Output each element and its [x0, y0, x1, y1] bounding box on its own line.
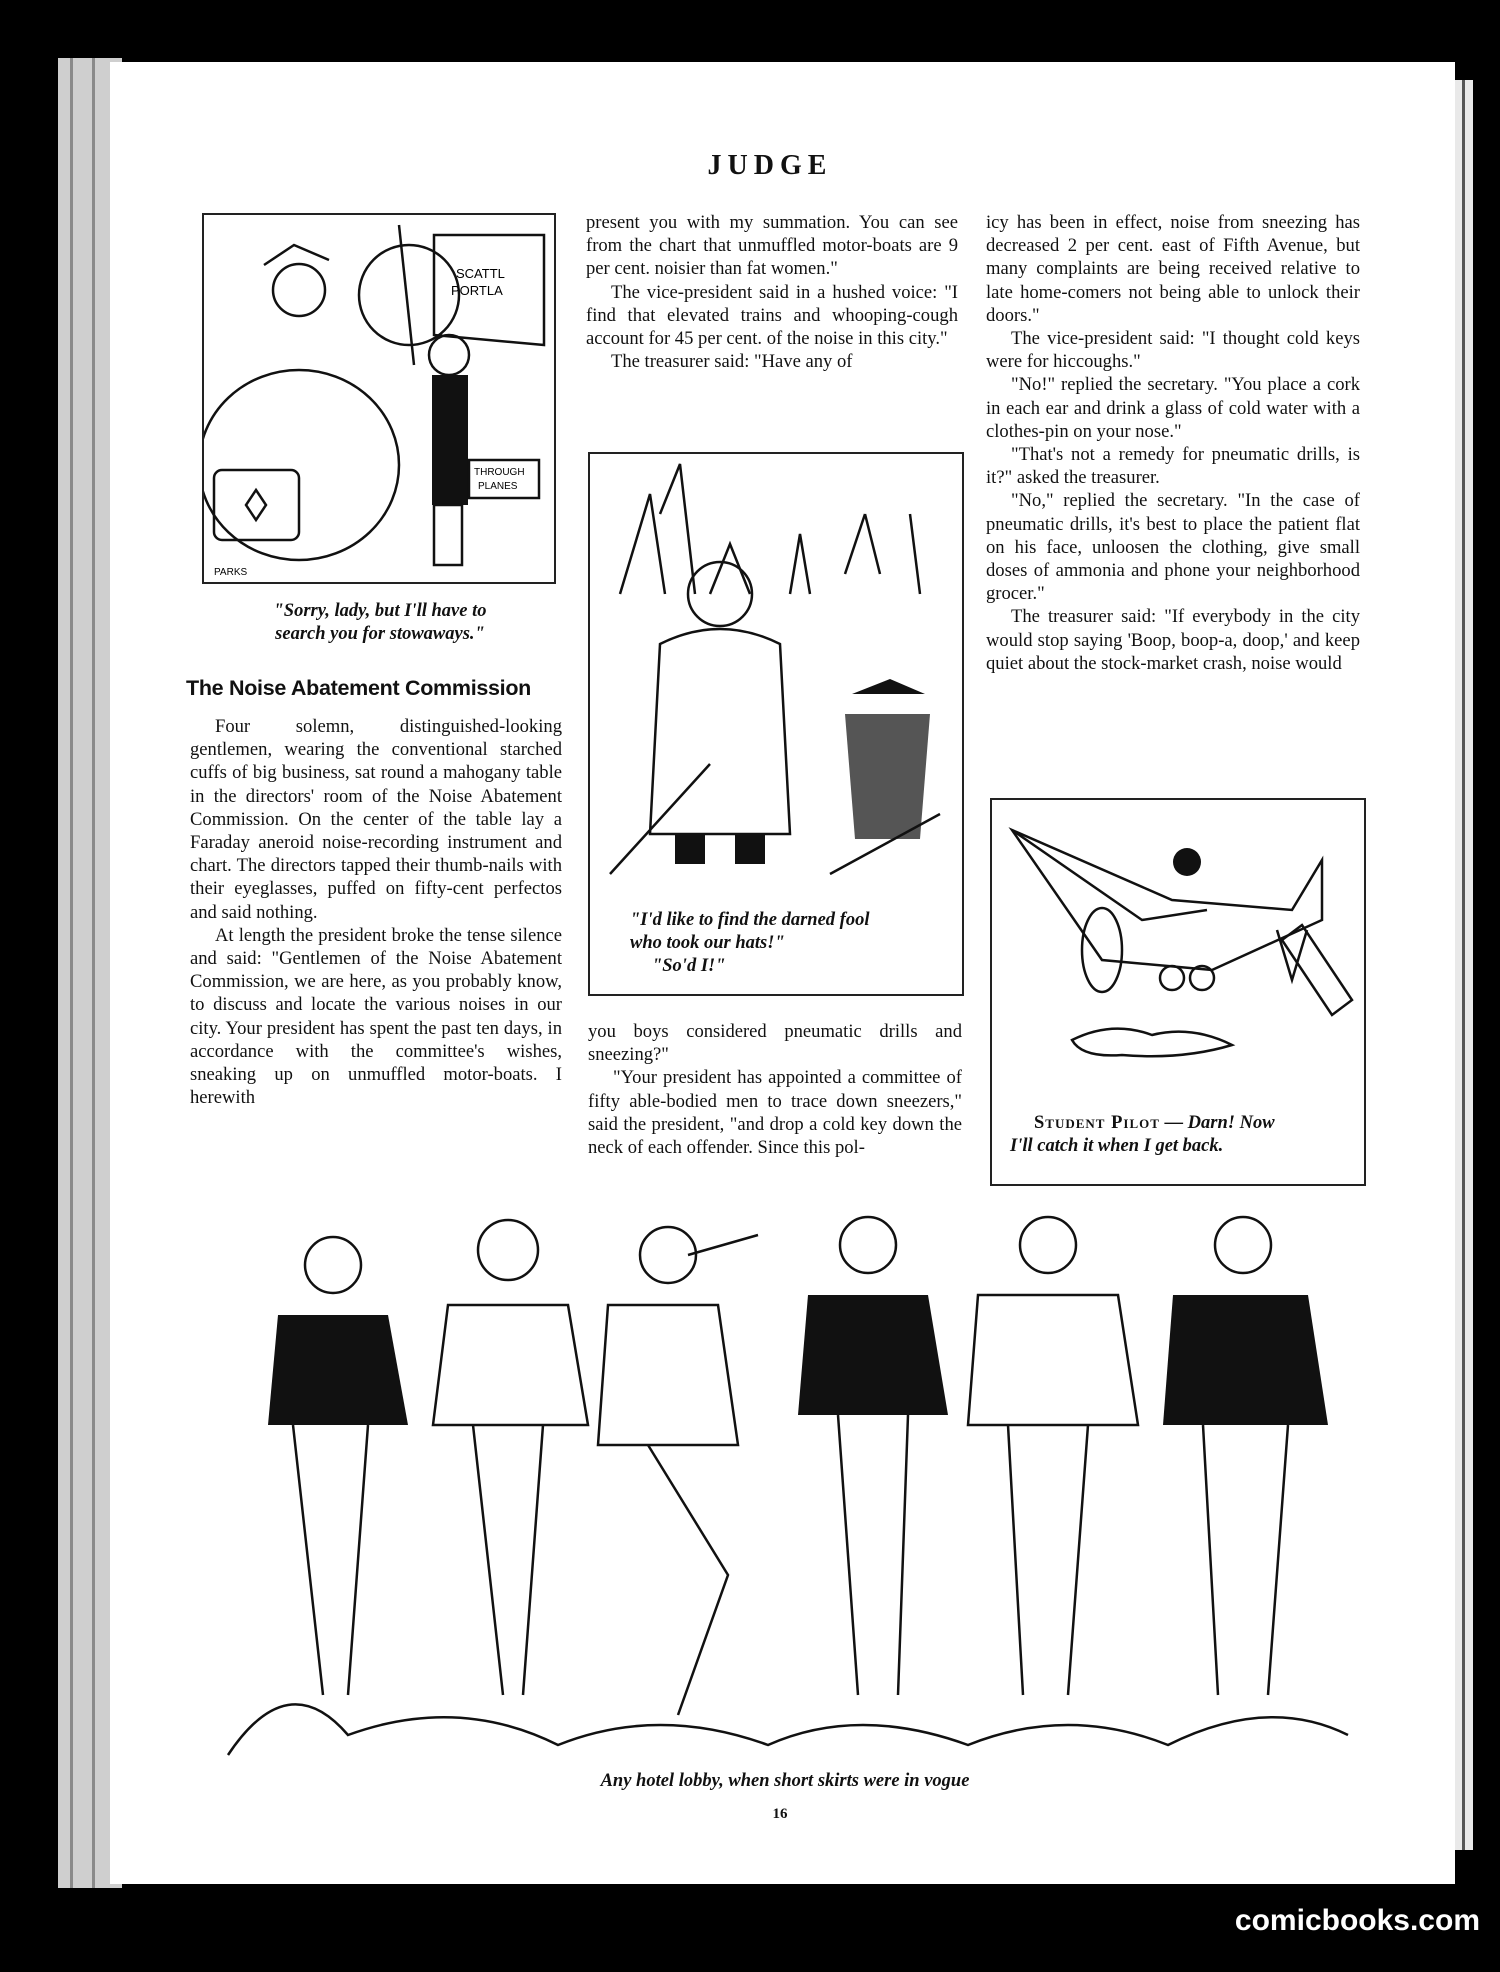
airplane-propeller	[1082, 908, 1122, 992]
lady-head	[273, 264, 325, 316]
next-page-edge-line	[1462, 80, 1465, 1850]
seated-woman-6	[1163, 1217, 1328, 1695]
big-man-leg	[675, 834, 705, 864]
officer-head	[429, 335, 469, 375]
caption-line: search you for stowaways."	[275, 624, 485, 644]
paragraph: At length the president broke the tense silence and said: "Gentlemen of the Noise Abatement Commission, we are here, as you probably know, to discuss and locate the various noises in our city. Your president has spent the past ten days, in accordance with the committee's wishes, sneaking up on unmuffled motor-boats. I herewith	[190, 924, 562, 1109]
artist-signature: PARKS	[214, 567, 248, 578]
small-man-coat	[845, 714, 930, 839]
suitcase-emblem	[246, 490, 266, 520]
seated-woman-5	[968, 1217, 1138, 1695]
caption-line: I'll catch it when I get back.	[1010, 1136, 1224, 1156]
paragraph: "That's not a remedy for pneumatic drills, is it?" asked the treasurer.	[986, 444, 1360, 489]
paragraph: icy has been in effect, noise from sneezing has decreased 2 per cent. east of Fifth Avenue, but many complaints are being received relative to late home-comers not being able to unlock their doors."	[986, 212, 1360, 326]
sign-through: THROUGH	[474, 467, 525, 478]
paragraph: The vice-president said: "I thought cold keys were for hiccoughs."	[986, 328, 1360, 373]
article-column-2-bottom	[588, 1020, 962, 1159]
spine-line	[92, 58, 95, 1888]
article-column-2-top	[586, 211, 958, 373]
seated-woman-2	[433, 1220, 588, 1695]
caption-text: Darn! Now	[1187, 1113, 1275, 1133]
paragraph: The treasurer said: "If everybody in the city would stop saying 'Boop, boop-a, doop,' and keep quiet about the stock-market crash, noise would	[986, 606, 1360, 674]
paragraph: present you with my summation. You can see from the chart that unmuffled motor-boats are 9 per cent. noisier than fat women."	[586, 212, 958, 280]
cloud-icon	[1072, 1029, 1232, 1057]
caption-line: who took our hats!"	[630, 933, 785, 953]
hotel-lobby-illustration	[208, 1215, 1363, 1765]
paragraph: The vice-president said in a hushed voice: "I find that elevated trains and whooping-cough account for 45 per cent. of the noise in this city."	[586, 281, 958, 350]
stowaway-cartoon	[202, 213, 556, 584]
student-pilot-cartoon	[990, 798, 1366, 1186]
city-skyline	[620, 464, 810, 594]
running-head: JUDGE	[707, 150, 833, 181]
big-man-leg	[735, 834, 765, 864]
paragraph: "No," replied the secretary. "In the case of pneumatic drills, it's best to place the patient flat on his face, unloosen the clothing, give small doses of ammonia and phone your neighborhood grocer."	[986, 490, 1360, 605]
paragraph: you boys considered pneumatic drills and sneezing?"	[588, 1021, 962, 1066]
paragraph: "Your president has appointed a committee of fifty able-bodied men to trace down sneezers," said the president, "and drop a cold key down the neck of each offender. Since this pol-	[588, 1067, 962, 1159]
couch-cushions	[228, 1704, 1348, 1755]
spine-line	[70, 58, 73, 1888]
big-man-coat	[650, 629, 790, 834]
airplane-body	[1012, 830, 1322, 970]
seated-woman-1	[268, 1237, 408, 1695]
caption-line: "Sorry, lady, but I'll have to	[273, 601, 487, 621]
small-man-hat	[852, 679, 925, 694]
watermark: comicbooks.com	[1234, 1904, 1480, 1937]
lady-hat	[264, 245, 329, 265]
paragraph: "No!" replied the secretary. "You place a cork in each ear and drink a glass of cold water with a clothes-pin on your nose."	[986, 374, 1360, 442]
caption-line: "I'd like to find the darned fool	[630, 910, 870, 930]
through-planes-sign	[469, 460, 539, 498]
hats-cartoon	[588, 452, 964, 996]
city-skyline	[845, 514, 920, 594]
officer-uniform	[432, 375, 468, 505]
hats-caption	[630, 909, 960, 978]
article-column-1	[190, 715, 562, 1109]
landing-wheel	[1160, 966, 1184, 990]
sign-portland: PORTLA	[451, 283, 503, 298]
broken-wing-piece	[1282, 925, 1352, 1015]
stowaway-caption	[200, 600, 560, 646]
sign-scattle: SCATTL	[456, 266, 505, 281]
paragraph: The treasurer said: "Have any of	[611, 351, 853, 373]
pilot-caption	[1010, 1112, 1355, 1158]
sign-planes: PLANES	[478, 481, 518, 492]
caption-dash: —	[1159, 1113, 1188, 1133]
pilot-head	[1173, 848, 1201, 876]
seated-woman-3	[598, 1227, 758, 1715]
caption-lead: Student Pilot	[1034, 1113, 1160, 1133]
caption-line: "So'd I!"	[652, 956, 726, 976]
seated-woman-4	[798, 1217, 948, 1695]
large-lady-figure	[204, 370, 399, 560]
article-column-3	[986, 211, 1360, 675]
lobby-caption: Any hotel lobby, when short skirts were in vogue	[600, 1771, 970, 1791]
page-number: 16	[772, 1806, 788, 1822]
article-title: The Noise Abatement Commission	[186, 676, 532, 700]
officer-legs	[434, 505, 462, 565]
paragraph: Four solemn, distinguished-looking gentlemen, wearing the conventional starched cuffs of big business, sat round a mahogany table in the directors' room of the Noise Abatement Commission. On the center of the table lay a Faraday aneroid noise-recording instrument and chart. The directors tapped their thumb-nails with their eyeglasses, puffed on fifty-cent perfectos and said nothing.	[190, 716, 562, 923]
